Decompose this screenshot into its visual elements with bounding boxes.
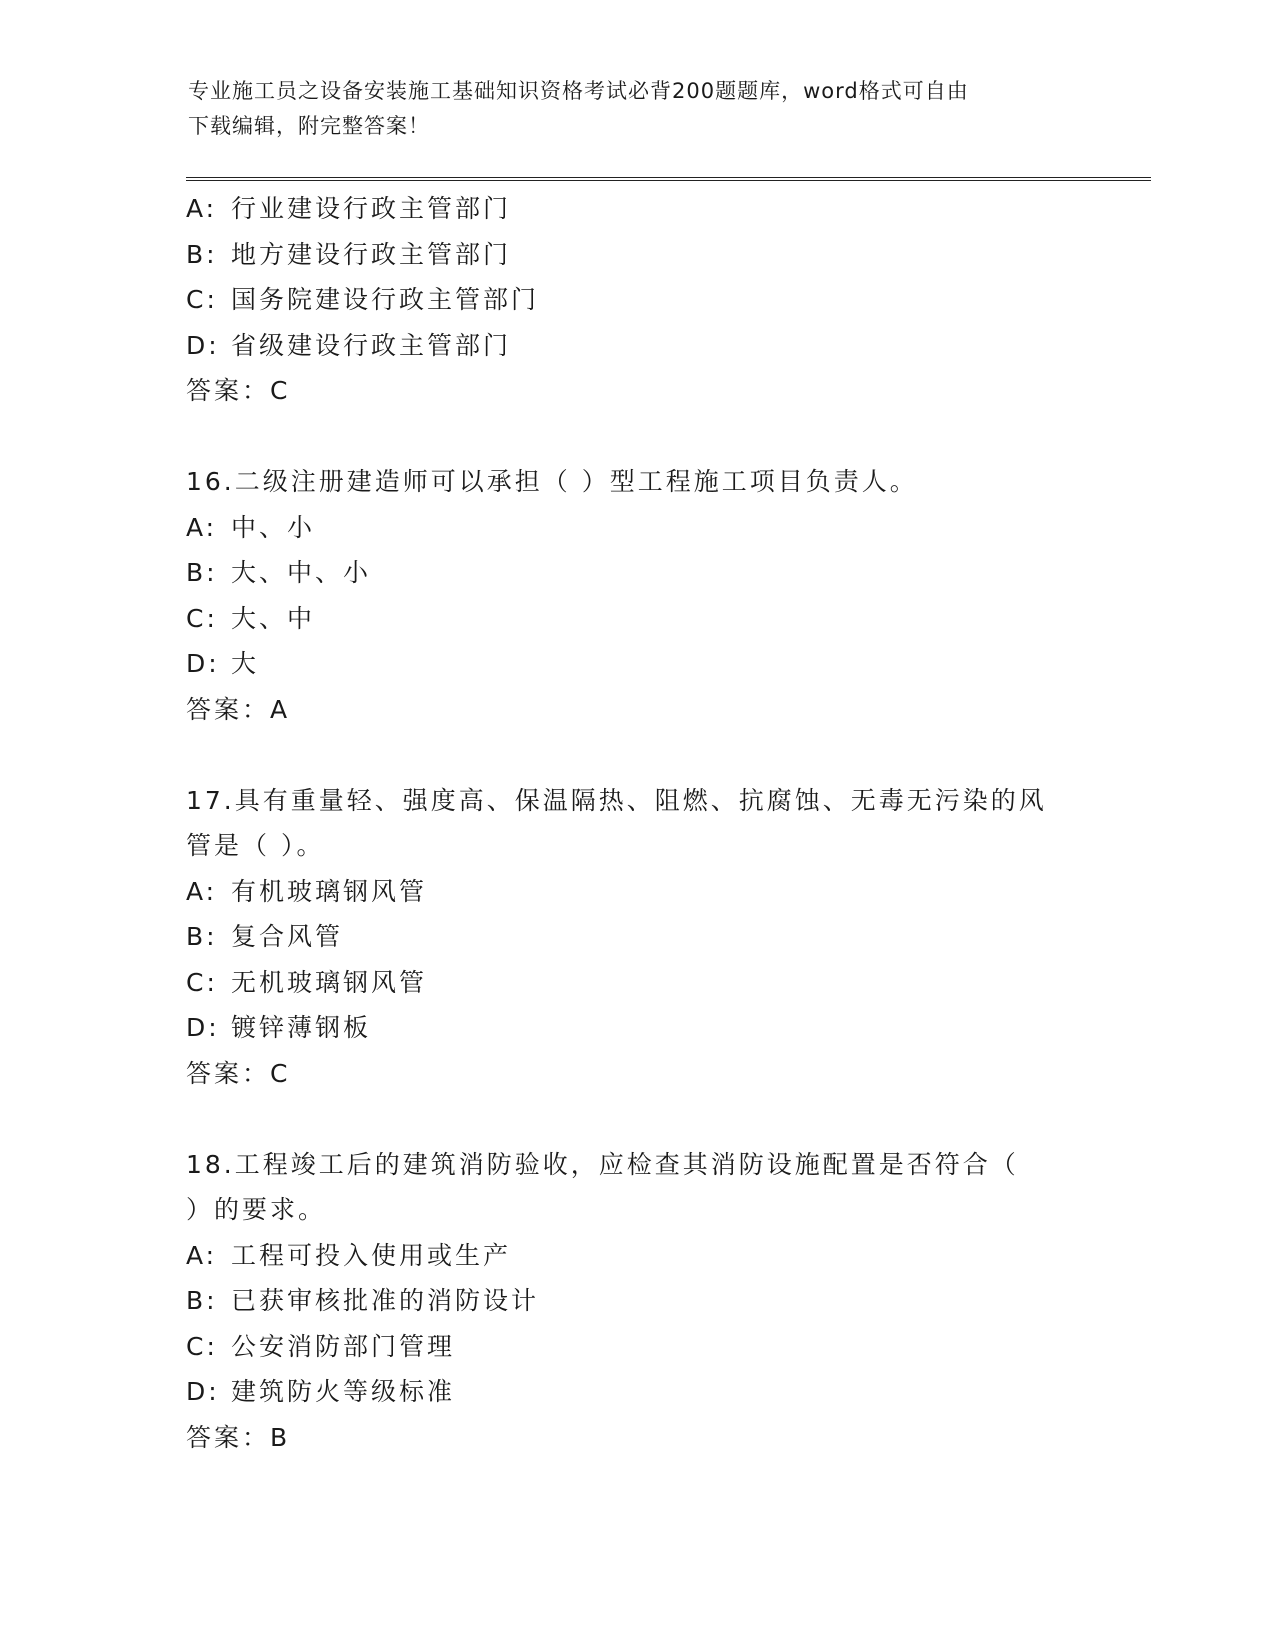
- option-d: D: 省级建设行政主管部门: [186, 330, 512, 360]
- question-17: [186, 778, 1086, 1097]
- header-title-line-2: 下载编辑，附完整答案！: [188, 114, 430, 138]
- question-text-line-1: 18.工程竣工后的建筑消防验收，应检查其消防设施配置是否符合（: [186, 1149, 1019, 1179]
- option-a: A: 有机玻璃钢风管: [186, 876, 428, 906]
- option-c: C: 公安消防部门管理: [186, 1331, 456, 1361]
- question-15: [186, 186, 1086, 414]
- option-d: D: 镀锌薄钢板: [186, 1013, 372, 1042]
- question-text-line-2: 管是（ ）。: [186, 831, 325, 860]
- option-b: B: 大、中、小: [186, 558, 372, 587]
- option-b: B: 复合风管: [186, 922, 344, 951]
- option-c: C: 国务院建设行政主管部门: [186, 285, 540, 314]
- option-a: A: 工程可投入使用或生产: [186, 1240, 512, 1270]
- answer: 答案：A: [186, 694, 291, 724]
- answer: 答案：B: [186, 1422, 291, 1452]
- option-a: A: 中、小: [186, 512, 316, 542]
- option-d: D: 建筑防火等级标准: [186, 1377, 456, 1406]
- option-c: C: 无机玻璃钢风管: [186, 967, 428, 997]
- question-16: [186, 459, 1086, 732]
- question-18: [186, 1142, 1086, 1461]
- question-text-line-1: 17.具有重量轻、强度高、保温隔热、阻燃、抗腐蚀、无毒无污染的风: [186, 785, 1047, 815]
- option-b: B: 已获审核批准的消防设计: [186, 1286, 540, 1315]
- option-b: B: 地方建设行政主管部门: [186, 239, 512, 269]
- document-header: [188, 74, 1068, 144]
- question-text-line-2: ）的要求。: [186, 1195, 327, 1224]
- answer: 答案：C: [186, 376, 291, 405]
- question-text: 16.二级注册建造师可以承担（ ）型工程施工项目负责人。: [186, 467, 918, 496]
- option-c: C: 大、中: [186, 603, 316, 633]
- header-title-line-1: 专业施工员之设备安装施工基础知识资格考试必背200题题库，word格式可自由: [188, 79, 969, 103]
- option-d: D: 大: [186, 649, 260, 678]
- header-divider: [186, 177, 1151, 181]
- answer: 答案：C: [186, 1058, 291, 1088]
- option-a: A: 行业建设行政主管部门: [186, 194, 512, 223]
- question-list: [186, 186, 1086, 1460]
